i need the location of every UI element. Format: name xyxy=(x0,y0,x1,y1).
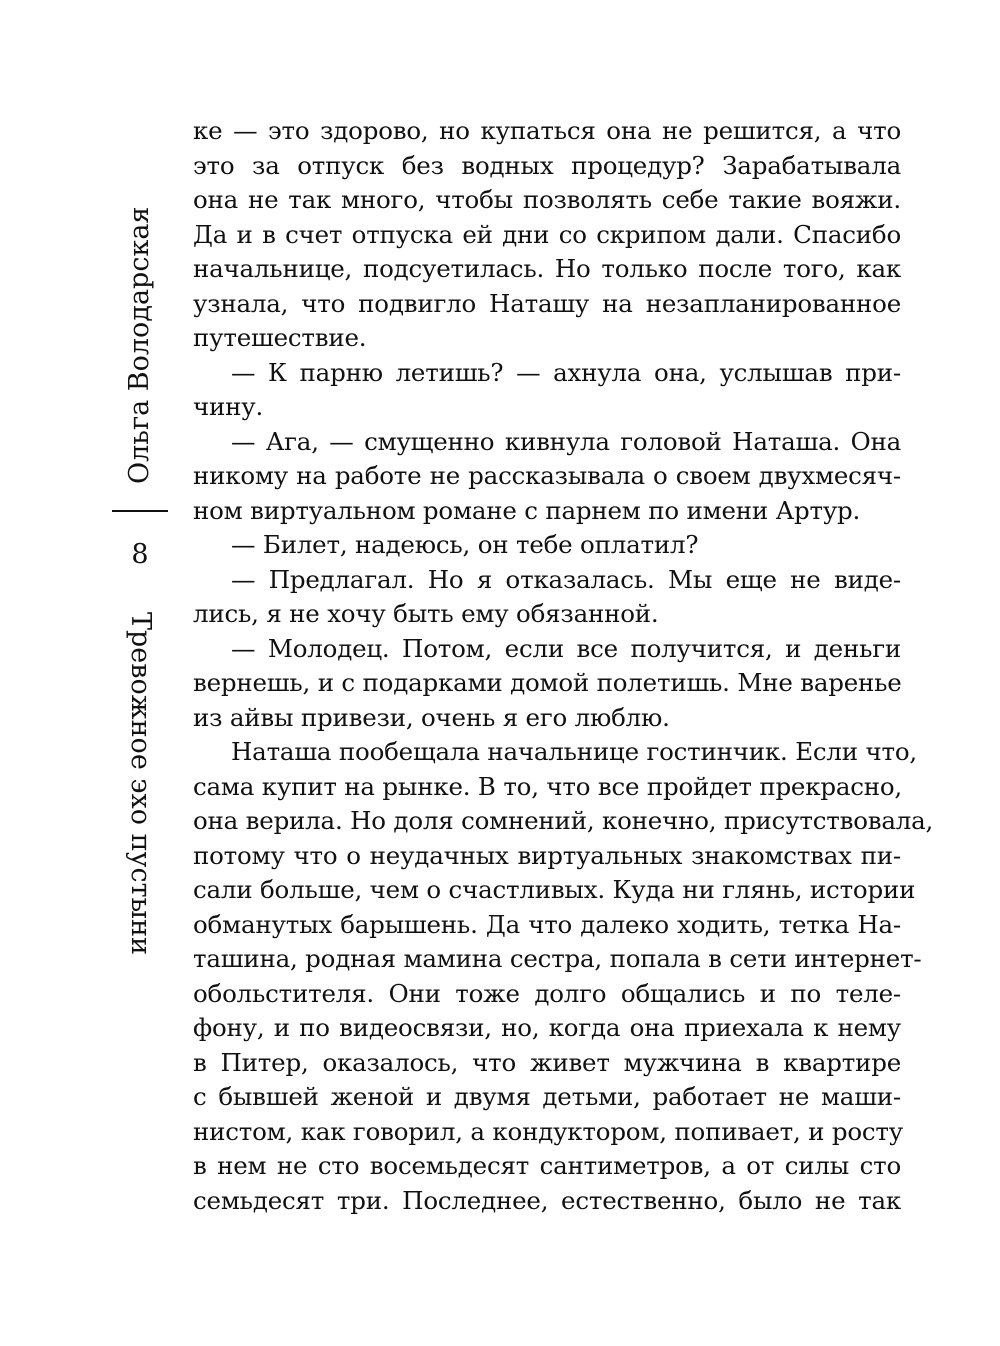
text-line: потому что о неудачных виртуальных знакомствах пи- xyxy=(193,840,901,870)
text-line: обманутых барышень. Да что далеко ходить, тетка На- xyxy=(193,909,901,939)
text-line: вернешь, и с подарками домой полетишь. Мне варенье xyxy=(193,668,902,697)
running-head-divider xyxy=(112,510,168,512)
text-line: фону, и по видеосвязи, но, когда она приехала к нему xyxy=(193,1013,901,1042)
text-line: ташина, родная мамина сестра, попала в сети интернет- xyxy=(193,944,922,973)
text-line: путешествие. xyxy=(193,323,367,352)
text-line: — Билет, надеюсь, он тебе оплатил? xyxy=(231,530,699,559)
text-line: сали больше, чем о счастливых. Куда ни глянь, истории xyxy=(193,875,916,904)
running-head xyxy=(110,206,170,968)
text-line: сама купит на рынке. В то, что все пройдет прекрасно, xyxy=(193,771,903,801)
book-title: Тревожное эхо пустыни xyxy=(125,612,156,955)
text-line: — Молодец. Потом, если все получится, и деньги xyxy=(231,633,901,663)
text-line: — К парню летишь? — ахнула она, услышав при- xyxy=(231,357,901,387)
text-line: это за отпуск без водных процедур? Зарабатывала xyxy=(193,150,901,180)
text-line: в нем не сто восемьдесят сантиметров, а от силы сто xyxy=(193,1151,901,1180)
text-line: она верила. Но доля сомнений, конечно, присутствовала, xyxy=(193,806,934,835)
text-line: из айвы привези, очень я его люблю. xyxy=(193,702,670,732)
text-line: никому на работе не рассказывала о своем двухмесяч- xyxy=(193,461,901,490)
author-name: Ольга Володарская xyxy=(124,206,155,484)
body-text xyxy=(193,114,934,1218)
text-line: ке — это здорово, но купаться она не решится, а что xyxy=(193,116,901,145)
page-number: 8 xyxy=(131,539,149,570)
text-line: начальнице, подсуетилась. Но только после того, как xyxy=(193,254,901,283)
text-line: лись, я не хочу быть ему обязанной. xyxy=(193,599,659,628)
text-line: с бывшей женой и двумя детьми, работает не маши- xyxy=(193,1082,901,1111)
text-line: семьдесят три. Последнее, естественно, было не так xyxy=(193,1185,901,1215)
text-line: чину. xyxy=(193,392,264,421)
text-line: узнала, что подвигло Наташу на незапланированное xyxy=(193,288,901,318)
text-line: — Предлагал. Но я отказалась. Мы еще не виде- xyxy=(231,564,901,594)
text-line: нистом, как говорил, а кондуктором, попивает, и росту xyxy=(193,1116,903,1146)
text-line: обольстителя. Они тоже долго общались и по теле- xyxy=(193,978,901,1008)
text-line: Да и в счет отпуска ей дни со скрипом дали. Спасибо xyxy=(193,219,901,249)
text-line: — Ага, — смущенно кивнула головой Наташа. Она xyxy=(231,426,901,456)
text-line: в Питер, оказалось, что живет мужчина в квартире xyxy=(193,1047,901,1077)
text-line: Наташа пообещала начальнице гостинчик. Если что, xyxy=(231,737,917,766)
text-line: она не так много, чтобы позволять себе такие вояжи. xyxy=(193,185,901,214)
text-line: ном виртуальном романе с парнем по имени Артур. xyxy=(193,495,861,525)
